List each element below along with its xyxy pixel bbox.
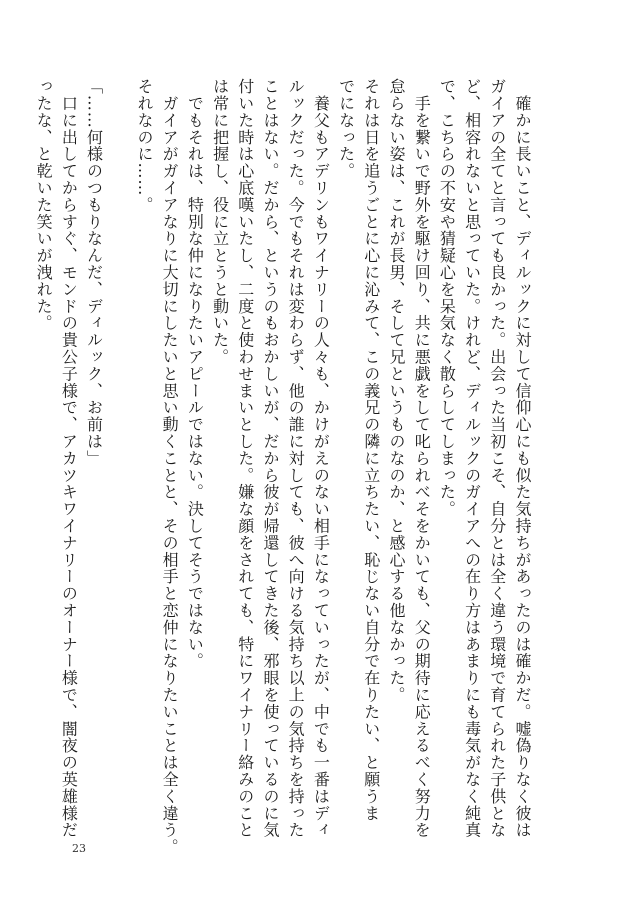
text-line: ガイアがガイアなりに大切にしたいと思い動くことと、その相手と恋仲になりたいことは全く違う。 <box>160 78 180 856</box>
page-number: 23 <box>72 842 86 855</box>
text-line: それなのに……。 <box>134 78 154 214</box>
text-line: で、こちらの不安や猜疑心を呆気なく散らしてしまった。 <box>437 78 457 518</box>
text-line: それは日を追うごとに心に沁みて、この義兄の隣に立ちたい、恥じない自分で在りたい、と願うま <box>361 78 381 822</box>
text-line: 付いた時は心底嘆いたし、二度と使わせまいとした。嫌な顔をされても、特にワイナリー絡みのこと <box>235 78 255 839</box>
text-line: でもそれは、特別な仲になりたいアピールではない。決してそうではない。 <box>185 78 205 670</box>
text-line: でになった。 <box>336 78 356 180</box>
text-line: 養父もアデリンもワイナリーの人々も、かけがえのない相手になっていったが、中でも一番はディ <box>311 78 331 839</box>
blank-line <box>107 78 132 828</box>
text-line: は常に把握し、役に立とうと動いた。 <box>210 78 230 366</box>
text-line: 「……何様のつもりなんだ、ディルック、お前は」 <box>84 78 104 467</box>
text-line: ルックだった。今でもそれは変わらず、他の誰に対しても、彼へ向ける気持ち以上の気持ちを持った <box>286 78 306 839</box>
text-line: 手を繋いで野外を駆け回り、共に悪戯をして叱られべそをかいても、父の期待に応えるべく努力を <box>412 78 432 839</box>
text-line: ガイアの全てと言っても良かった。出会った当初こそ、自分とは全く違う環境で育てられた子供とな <box>487 78 507 839</box>
text-line: ことはない。だから、というのもおかしいが、だから彼が帰還してきた後、邪眼を使っているのに気 <box>260 78 280 839</box>
text-line: ど、相容れないと思っていた。けれど、ディルックのガイアへの在り方はあまりにも毒気がなく純真 <box>462 78 482 839</box>
text-line: ったな、と乾いた笑いが洩れた。 <box>34 78 54 332</box>
text-line: 怠らない姿は、これが長男、そして兄というものなのか、と感心する他なかった。 <box>386 78 406 704</box>
text-line: 口に出してからすぐ、モンドの貴公子様で、アカツキワイナリーのオーナー様で、闇夜の英雄様だ <box>59 78 79 839</box>
text-line: 確かに長いこと、ディルックに対して信仰心にも似た気持ちがあったのは確かだ。嘘偽りなく彼は <box>513 78 532 839</box>
